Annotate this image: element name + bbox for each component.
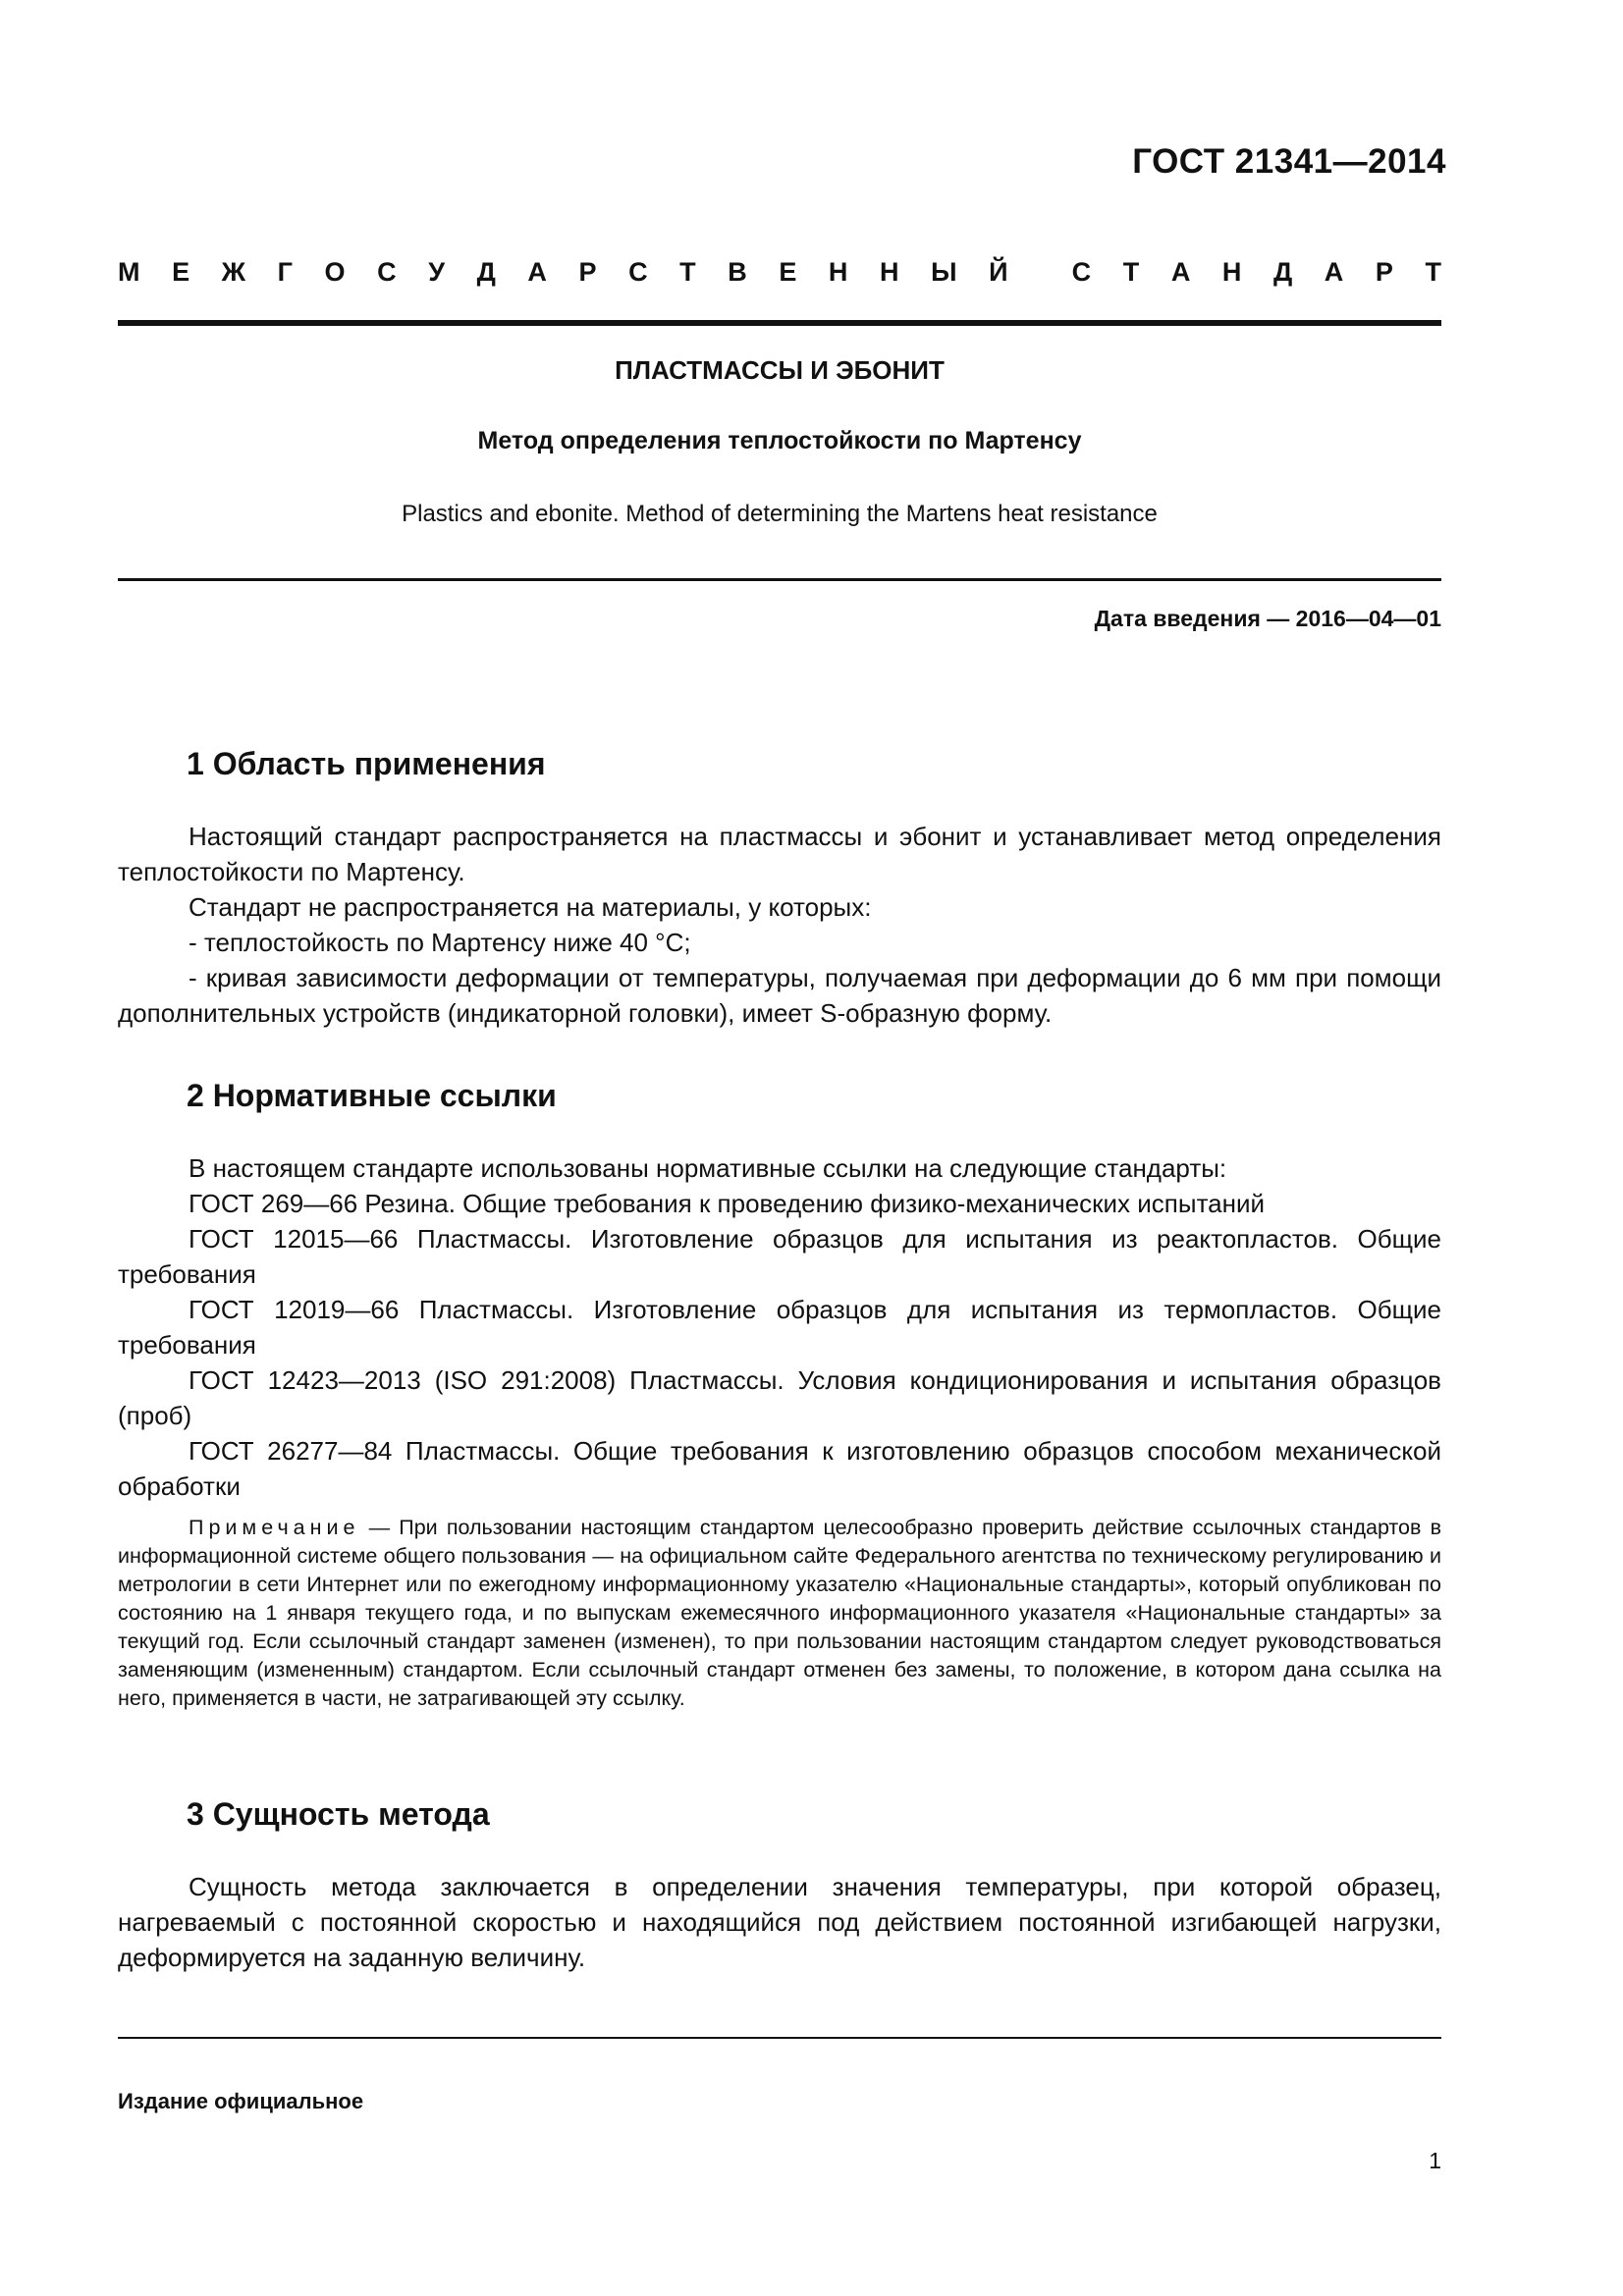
title-letter: А [1324, 257, 1344, 287]
scope-paragraph: Стандарт не распространяется на материалы, у которых: [189, 892, 872, 922]
standard-type-title [118, 257, 1441, 288]
title-letter: В [728, 257, 747, 287]
scope-list-item: - теплостойкость по Мартенсу ниже 40 °С; [189, 928, 691, 957]
title-letter: Р [1375, 257, 1393, 287]
title-letter: Т [1122, 257, 1140, 287]
document-title: ПЛАСТМАССЫ И ЭБОНИТ [615, 355, 945, 385]
official-edition-label: Издание официальное [118, 2089, 364, 2113]
title-letter: Ж [221, 257, 246, 287]
references-intro: В настоящем стандарте использованы нормативные ссылки на следующие стандарты: [189, 1153, 1227, 1183]
title-letter: Д [1272, 257, 1293, 287]
title-rule [118, 578, 1441, 581]
title-letter: А [527, 257, 547, 287]
scope-list-item: - кривая зависимости деформации от температуры, получаемая при деформации до 6 мм при помощи дополнительных устройств (индикаторной головки), имеет S-образную форму. [118, 963, 1441, 1028]
section-heading-method: 3 Сущность метода [187, 1796, 490, 1832]
title-letter: С [1071, 257, 1092, 287]
reference-item: ГОСТ 26277—84 Пластмассы. Общие требования к изготовлению образцов способом механической обработки [118, 1436, 1441, 1501]
method-paragraph: Сущность метода заключается в определении значения температуры, при которой образец, нагреваемый с постоянной скоростью и находящийся под действием постоянной изгибающей нагрузки, деформируется на заданную величину. [118, 1872, 1441, 1972]
scope-paragraph: Настоящий стандарт распространяется на пластмассы и эбонит и устанавливает метод определения теплостойкости по Мартенсу. [118, 822, 1441, 886]
title-letter: Е [172, 257, 190, 287]
note-label: Примечание [189, 1516, 360, 1539]
header-rule [118, 320, 1441, 326]
reference-item: ГОСТ 269—66 Резина. Общие требования к проведению физико-механических испытаний [189, 1189, 1266, 1218]
title-letter: Е [779, 257, 797, 287]
reference-item: ГОСТ 12019—66 Пластмассы. Изготовление образцов для испытания из термопластов. Общие требования [118, 1295, 1441, 1360]
note-text: — При пользовании настоящим стандартом целесообразно проверить действие ссылочных стандартов в информационной системе общего пользования — на официальном сайте Федерального агентства по техническому регулированию и метрологии в сети Интернет или по ежегодному информационному указателю «Национальные стандарты», который опубликован по состоянию на 1 января текущего года, и по выпускам ежемесячного информационного указателя «Национальные стандарты» за текущий год. Если ссылочный стандарт заменен (изменен), то при пользовании настоящим стандартом следует руководствоваться заменяющим (измененным) стандартом. Если ссылочный стандарт отменен без замены, то положение, в котором дана ссылка на него, применяется в части, не затрагивающей эту ссылку. [118, 1516, 1441, 1710]
document-id: ГОСТ 21341—2014 [1132, 142, 1446, 181]
introduction-date: Дата введения — 2016—04—01 [1094, 606, 1441, 631]
title-letter: Ы [931, 257, 957, 287]
title-letter: Г [277, 257, 293, 287]
section-heading-references: 2 Нормативные ссылки [187, 1078, 557, 1113]
reference-item: ГОСТ 12015—66 Пластмассы. Изготовление образцов для испытания из реактопластов. Общие требования [118, 1224, 1441, 1289]
english-title: Plastics and ebonite. Method of determining the Martens heat resistance [402, 501, 1158, 527]
document-subtitle: Метод определения теплостойкости по Мартенсу [477, 427, 1082, 454]
note-paragraph [118, 1514, 1441, 1713]
title-letter: Т [679, 257, 696, 287]
title-letter: Д [476, 257, 496, 287]
title-letter: Н [1221, 257, 1242, 287]
title-letter: Р [578, 257, 597, 287]
section-heading-scope: 1 Область применения [187, 746, 546, 781]
title-letter: О [324, 257, 346, 287]
title-letter: У [428, 257, 446, 287]
title-letter: Й [989, 257, 1008, 287]
title-letter: М [118, 257, 140, 287]
title-letter: С [377, 257, 397, 287]
title-letter: Н [828, 257, 848, 287]
footer-rule [118, 2037, 1441, 2039]
title-letter: Н [880, 257, 899, 287]
page-number: 1 [1429, 2148, 1441, 2173]
title-letter: С [628, 257, 648, 287]
reference-item: ГОСТ 12423—2013 (ISO 291:2008) Пластмассы. Условия кондиционирования и испытания образцов (проб) [118, 1365, 1441, 1430]
title-letter: А [1170, 257, 1191, 287]
title-letter: Т [1425, 257, 1441, 287]
